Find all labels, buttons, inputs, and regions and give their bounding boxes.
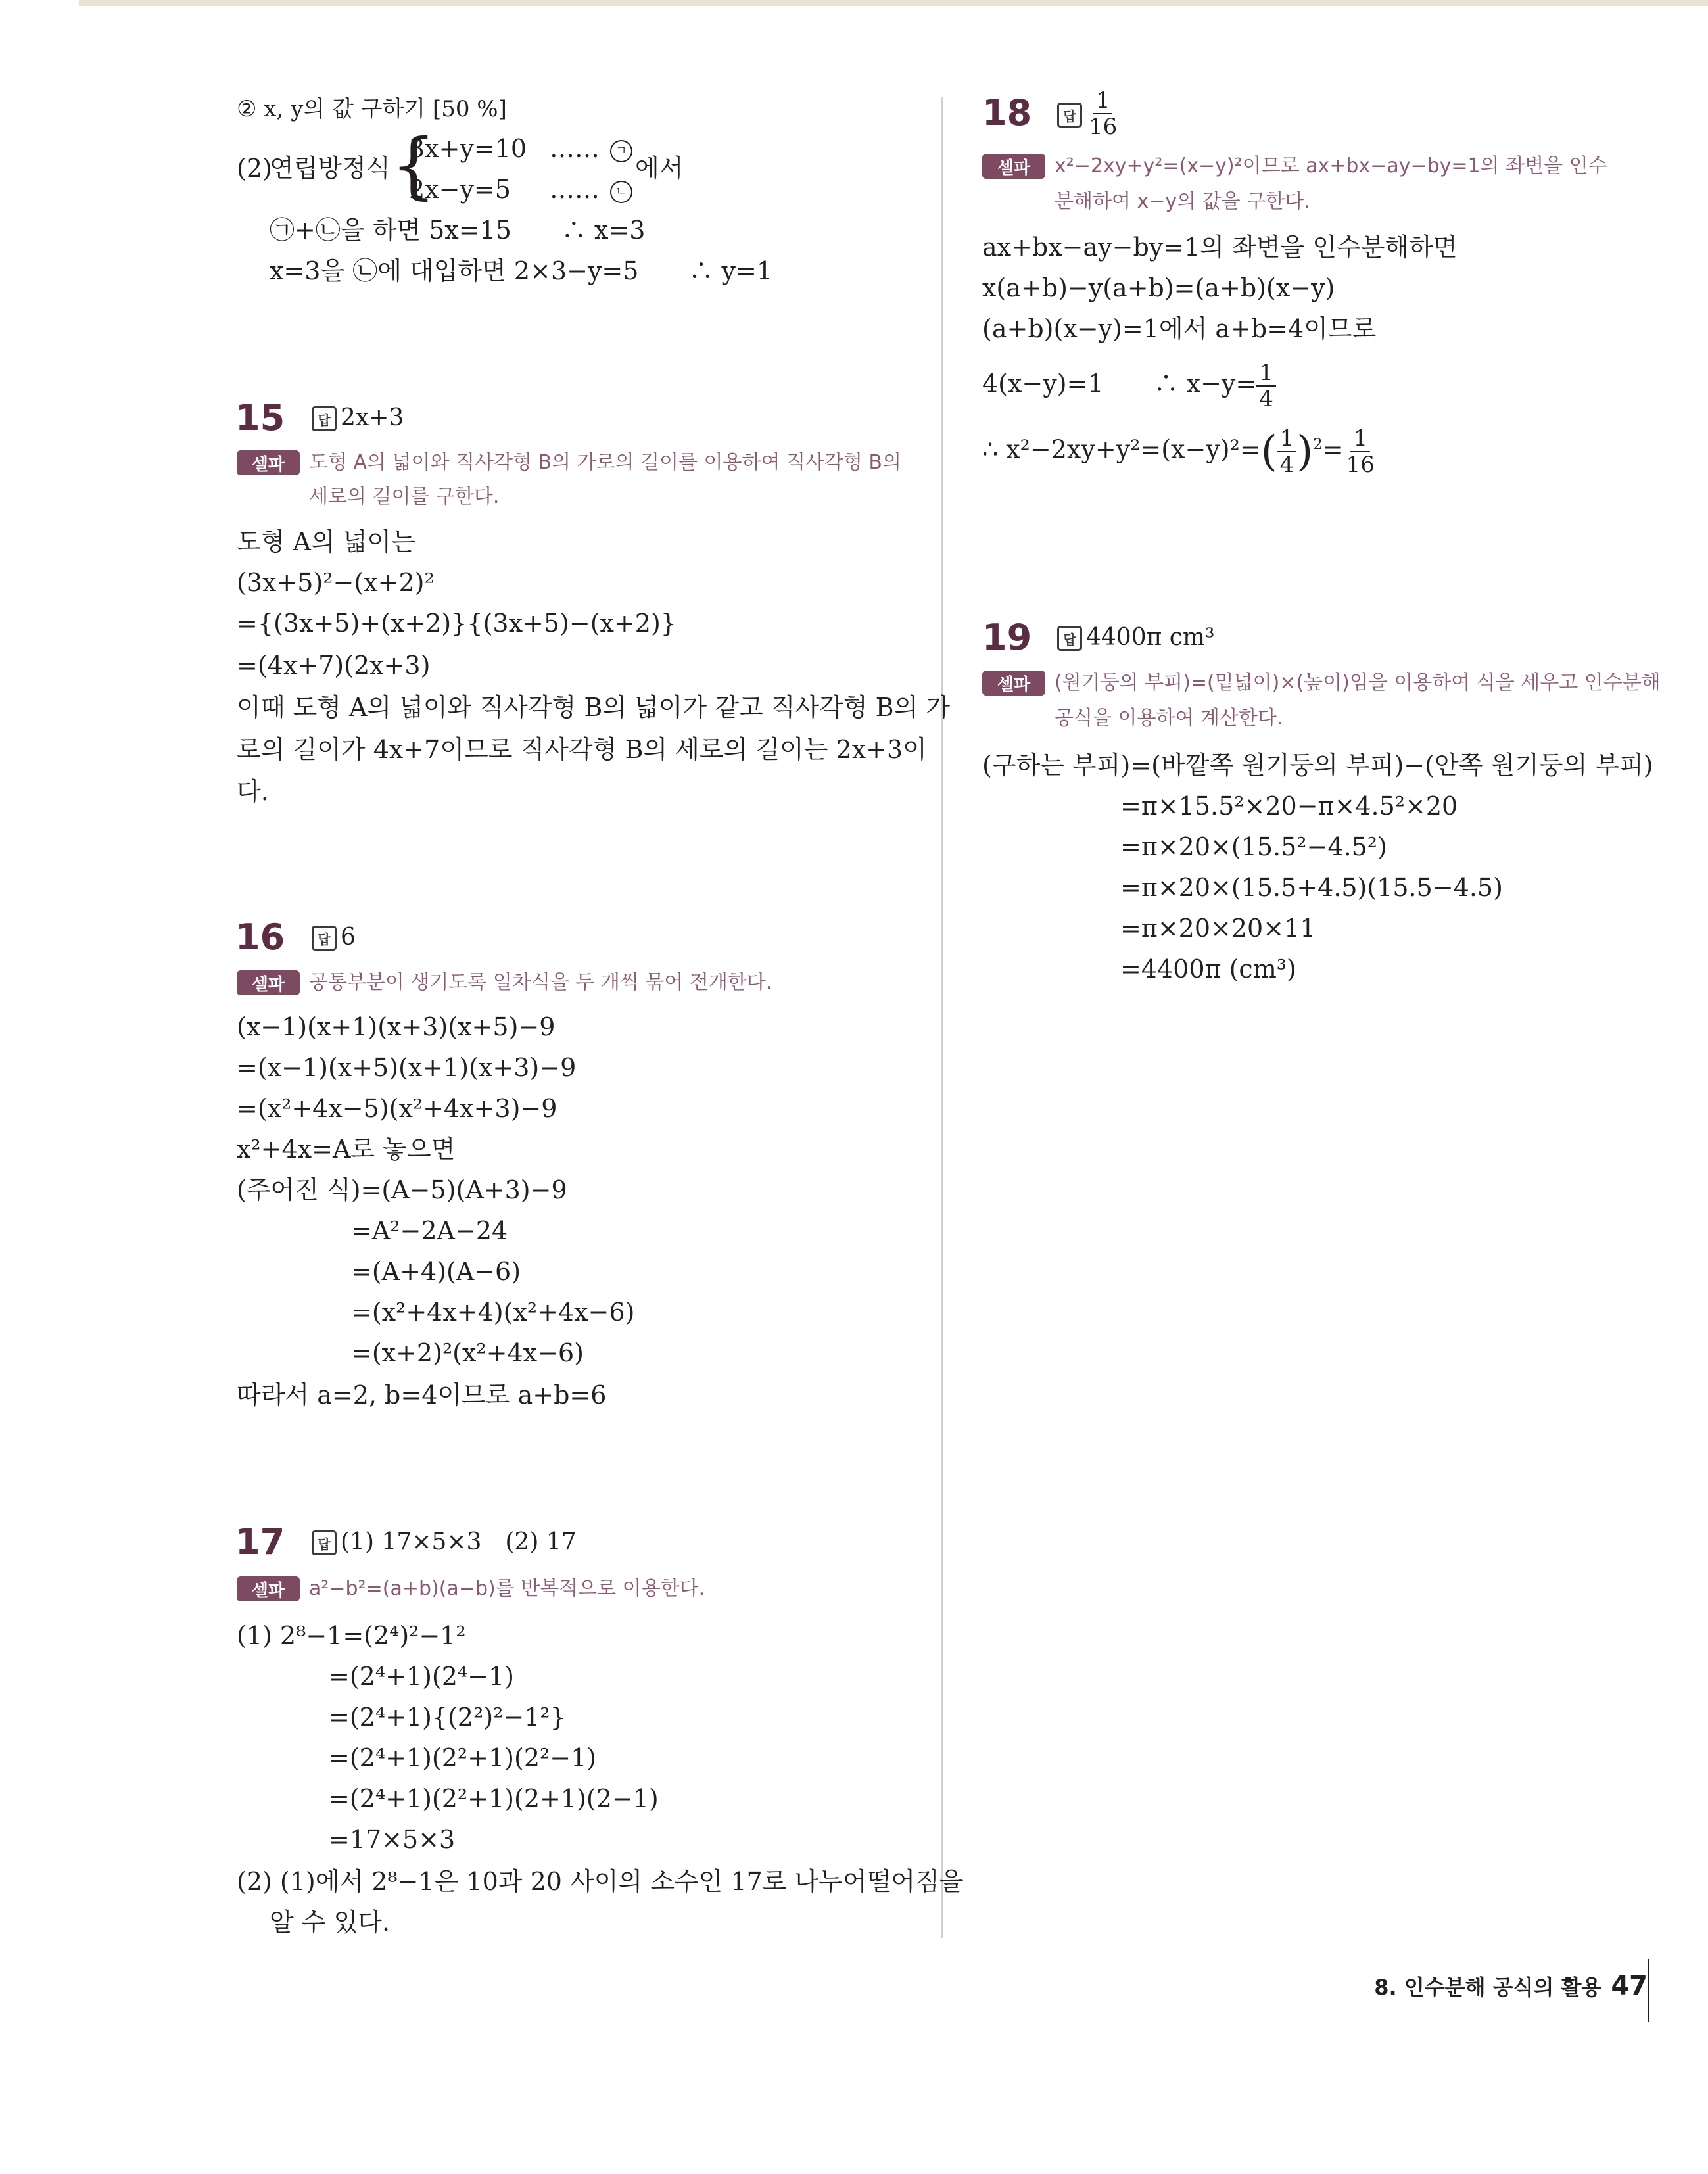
p15-line: =(4x+7)(2x+3) [237,651,431,680]
page-number: 47 [1611,1971,1648,2001]
hint-badge-19: 셀파 [982,671,1045,696]
hint-18-line1: x²−2xy+y²=(x−y)²이므로 ax+bx−ay−by=1의 좌변을 인수 [1055,154,1607,177]
p17-line: =(2⁴+1)(2²+1)(2+1)(2−1) [329,1784,659,1813]
part2-line1: ㉠+㉡을 하면 5x=15 ∴ x=3 [270,216,646,245]
answer-icon: 답 [312,406,337,431]
eq2-mark [610,174,632,205]
answer-icon: 답 [1057,103,1082,128]
p18-line4 [982,360,1276,412]
answer-18-fraction: $\frac{1}{16}$ [1089,87,1118,140]
p17-line: =(2⁴+1)(2⁴−1) [329,1662,514,1691]
chapter-label: 8. 인수분해 공식의 활용 [1374,1975,1602,2000]
p18-line: ax+bx−ay−by=1의 좌변을 인수분해하면 [982,233,1458,262]
p18-line: x(a+b)−y(a+b)=(a+b)(x−y) [982,273,1335,302]
problem-number-18: 18 [982,92,1032,133]
p17-line: (2) (1)에서 2⁸−1은 10과 20 사이의 소수인 17로 나누어떨어짐을 [237,1867,964,1896]
problem-number-19: 19 [982,617,1032,658]
part2-intro: 연립방정식 [270,154,391,183]
p17-line: =(2⁴+1)(2²+1)(2²−1) [329,1743,597,1772]
paren-open: ( [1260,427,1277,476]
answer-icon: 답 [312,1530,337,1555]
p16-line: =A²−2A−24 [351,1216,508,1245]
p18-line5-inner-fraction: $\frac{1}{4}$ [1277,426,1297,477]
equals-sign: = [1322,435,1344,464]
p15-line: 이때 도형 A의 넓이와 직사각형 B의 넓이가 같고 직사각형 B의 가 [237,693,951,722]
circle-mark-1: ㄱ [610,140,632,162]
hint-15-line2: 세로의 길이를 구한다. [309,485,500,508]
part2-line2: x=3을 ㉡에 대입하면 2×3−y=5 ∴ y=1 [270,256,773,285]
p15-line: 다. [237,777,269,806]
p15-line: 로의 길이가 4x+7이므로 직사각형 B의 세로의 길이는 2x+3이 [237,735,927,764]
hint-19-line1: (원기둥의 부피)=(밑넓이)×(높이)임을 이용하여 식을 세우고 인수분해 [1055,671,1661,694]
p16-line: =(x+2)²(x²+4x−6) [351,1338,584,1367]
p19-line: (구하는 부피)=(바깥쪽 원기둥의 부피)−(안쪽 원기둥의 부피) [982,751,1653,780]
page-footer [1374,1971,1648,2001]
hint-badge-18: 셀파 [982,154,1045,179]
answer-16: 6 [341,924,356,951]
system-brace: { [391,123,437,207]
top-rule [79,0,1708,6]
p19-line: =π×15.5²×20−π×4.5²×20 [1120,792,1458,820]
eq2: 2x−y=5 [409,175,511,204]
circle-mark-2: ㄴ [610,181,632,203]
hint-18-line2: 분해하여 x−y의 값을 구한다. [1055,190,1310,213]
eq1-dots: …… [550,134,600,163]
p18-line5-text: ∴ x²−2xy+y²=(x−y)²= [982,435,1261,464]
answer-15: 2x+3 [341,404,404,431]
answer-17: (1) 17×5×3 (2) 17 [341,1528,577,1555]
p16-line: =(x²+4x+4)(x²+4x−6) [351,1298,635,1327]
p16-line: (주어진 식)=(A−5)(A+3)−9 [237,1175,567,1204]
problem-number-15: 15 [235,397,285,438]
p16-line: (x−1)(x+1)(x+3)(x+5)−9 [237,1012,556,1041]
answer-18 [1086,88,1120,139]
hint-15-line1: 도형 A의 넓이와 직사각형 B의 가로의 길이를 이용하여 직사각형 B의 [309,451,901,474]
p19-line: =π×20×20×11 [1120,914,1316,943]
p16-line: =(x²+4x−5)(x²+4x+3)−9 [237,1094,557,1123]
hint-badge-17: 셀파 [237,1576,300,1601]
square-exponent: 2 [1313,435,1323,453]
p19-line: =4400π (cm³) [1120,955,1296,983]
p17-line: 알 수 있다. [270,1908,391,1937]
hint-17-line1: a²−b²=(a+b)(a−b)를 반복적으로 이용한다. [309,1577,705,1600]
hint-badge-15: 셀파 [237,450,300,475]
answer-19: 4400π cm³ [1086,624,1215,651]
eq2-dots: …… [550,175,600,204]
p18-line5-fraction: $\frac{1}{16}$ [1346,425,1375,478]
part2-label: (2) [237,154,272,183]
p16-line: 따라서 a=2, b=4이므로 a+b=6 [237,1381,607,1409]
column-divider [941,97,943,1938]
problem-number-16: 16 [235,916,285,958]
p15-line: 도형 A의 넓이는 [237,527,415,556]
step2-header: ② x, y의 값 구하기 [50 %] [237,96,507,122]
p18-line: (a+b)(x−y)=1에서 a+b=4이므로 [982,314,1377,343]
answer-icon: 답 [312,926,337,951]
hint-19-line2: 공식을 이용하여 계산한다. [1055,707,1283,730]
eq1: 3x+y=10 [409,134,527,163]
paren-close: ) [1296,427,1314,476]
p18-line4-text: 4(x−y)=1 ∴ x−y= [982,369,1257,398]
p17-line: (1) 2⁸−1=(2⁴)²−1² [237,1621,466,1650]
footer-rule [1648,1959,1649,2022]
p17-line: =(2⁴+1){(2²)²−1²} [329,1703,566,1732]
p17-line: =17×5×3 [329,1825,456,1854]
hint-badge-16: 셀파 [237,970,300,995]
p18-line4-fraction: $\frac{1}{4}$ [1256,360,1276,412]
p19-line: =π×20×(15.5+4.5)(15.5−4.5) [1120,873,1503,902]
p15-line: ={(3x+5)+(x+2)}{(3x+5)−(x+2)} [237,609,676,638]
p16-line: =(x−1)(x+5)(x+1)(x+3)−9 [237,1053,577,1082]
eq1-mark [610,133,632,164]
answer-icon: 답 [1057,626,1082,651]
hint-16-line1: 공통부분이 생기도록 일차식을 두 개씩 묶어 전개한다. [309,971,772,994]
part2-suffix: 에서 [635,154,684,183]
problem-number-17: 17 [235,1521,285,1563]
p15-line: (3x+5)²−(x+2)² [237,568,435,597]
p16-line: x²+4x=A로 놓으면 [237,1135,456,1164]
p16-line: =(A+4)(A−6) [351,1257,521,1286]
p19-line: =π×20×(15.5²−4.5²) [1120,832,1387,861]
p18-line5 [982,426,1377,477]
